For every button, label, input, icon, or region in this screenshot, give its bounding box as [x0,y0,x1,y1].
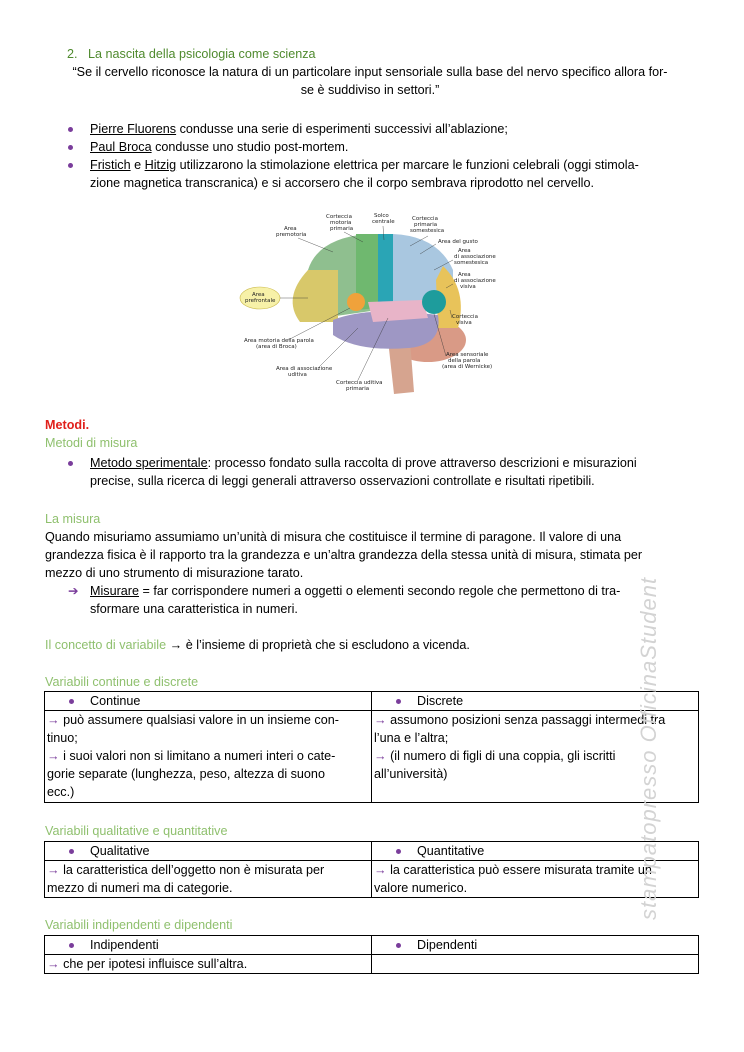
person-name: Pierre Fluorens [90,122,177,136]
table-header-row [45,936,699,955]
label-corteccia-visiva: Corteccia visiva [452,314,478,326]
bullet-text: e [130,158,145,172]
label-area-assoc-visiva: Area di associazione visiva [454,272,496,290]
table-title: Variabili indipendenti e dipendenti [45,918,233,932]
table-cell: → assumono posizioni senza passaggi intermedi tra l’una e l’altra; → (il numero di figli di una coppia, gli iscritti all’università) [372,711,699,803]
table-title: Variabili qualitative e quantitative [45,824,228,838]
label-corteccia-motoria: Corteccia motoria primaria [326,214,354,232]
bullet-text-cont: zione magnetica transcranica) e si accorsero che il corpo sembrava riprodotto nel cervello. [90,176,594,190]
misura-line3: mezzo di uno strumento di misurazione tarato. [45,566,304,580]
misurare-line2: sformare una caratteristica in numeri. [90,602,298,616]
label-area-wernicke: Area sensoriale della parola (area di Wernicke) [442,352,493,370]
prefrontal-shape [293,270,338,322]
term: Misurare [90,584,139,598]
quote-line-2: se è suddiviso in settori.” [300,83,440,97]
term: Il concetto di variabile [45,638,167,652]
label-solco-centrale: Solco centrale [372,213,395,225]
table-title: Variabili continue e discrete [45,675,199,689]
table-cell [372,955,699,974]
metodi-heading: Metodi. [45,418,90,432]
arrow-icon: ➔ [68,584,79,598]
table-header-cell: Quantitative [372,842,699,861]
bullet-icon [69,943,74,948]
table-cell: → la caratteristica dell’oggetto non è misurata per mezzo di numeri ma di categorie. [45,861,372,898]
metodo-sperimentale-line2: precise, sulla ricerca di leggi generali attraverso osservazioni controllate e risultati ripetibili. [90,474,595,488]
table-header-cell: Discrete [372,692,699,711]
section-heading [67,45,316,63]
bullet-icon [68,461,73,466]
brain-figure [238,210,498,400]
bullet-item-fluorens [90,120,508,138]
label-area-gusto: Area del gusto [438,239,478,245]
table-header-row [45,842,699,861]
quote-line-1: “Se il cervello riconosce la natura di un particolare input sensoriale sulla base del nervo specifico allora for- [72,65,668,79]
bullet-icon [69,699,74,704]
bullet-icon [68,145,73,150]
label-area-assoc-uditiva: Area di associazione uditiva [276,366,333,378]
watermark: stampatopresso OfficinaStudent [636,576,661,920]
metodi-subheading: Metodi di misura [45,436,138,450]
bullet-text: condusse una serie di esperimenti successivi all’ablazione; [176,122,508,136]
table-header-cell: Dipendenti [372,936,699,955]
bullet-item-fristich [90,156,639,174]
wernicke-area-shape [422,290,446,314]
section-number: 2. [67,47,78,61]
bullet-icon [68,127,73,132]
bullet-icon [396,699,401,704]
label-area-broca: Area motoria della parola (area di Broca) [244,338,314,350]
central-sulcus-shape [378,234,393,308]
bullet-item-broca [90,138,348,156]
bullet-text: condusse uno studio post-mortem. [151,140,349,154]
label-area-prefrontale: Area prefrontale [245,292,276,304]
definition: → è l’insieme di proprietà che si escludono a vicenda. [166,638,470,652]
table-cell: → la caratteristica può essere misurata tramite un valore numerico. [372,861,699,898]
definition: : processo fondato sulla raccolta di prove attraverso descrizioni e misurazioni [207,456,637,470]
misura-heading: La misura [45,512,101,526]
table-header-cell: Indipendenti [45,936,372,955]
label-corteccia-somestesica: Corteccia primaria somestesica [410,216,445,234]
label-area-premotoria: Area premotoria [276,226,307,238]
bullet-icon [69,849,74,854]
table-header-row [45,692,699,711]
definition: = far corrispondere numeri a oggetti o elementi secondo regole che permettono di tra- [139,584,621,598]
section-title: La nascita della psicologia come scienza [88,47,316,61]
variabile-definition [45,636,470,654]
misura-line2: grandezza fisica è il rapporto tra la grandezza e un’altra grandezza della stessa unità di misura, stimata per [45,548,643,562]
term: Metodo sperimentale [90,456,208,470]
person-name: Fristich [90,158,131,172]
person-name: Paul Broca [90,140,152,154]
table-cell: → può assumere qualsiasi valore in un insieme con- tinuo; → i suoi valori non si limitano a numeri interi o cate- gorie separate (lunghezza, peso, altezza di suono ecc.) [45,711,372,803]
bullet-icon [396,849,401,854]
table-header-cell: Continue [45,692,372,711]
table-row [45,711,699,803]
person-name: Hitzig [144,158,177,172]
table-indipendenti-dipendenti [44,935,699,974]
table-continue-discrete [44,691,699,803]
label-area-assoc-somestesica: Area di associazione somestesica [454,248,496,266]
bullet-icon [396,943,401,948]
bullet-icon [68,163,73,168]
metodo-sperimentale-line1 [90,454,637,472]
table-row [45,955,699,974]
misura-line1: Quando misuriamo assumiamo un’unità di misura che costituisce il termine di paragone. Il valore di una [45,530,622,544]
table-qualitative-quantitative [44,841,699,898]
table-row [45,861,699,898]
bullet-text: utilizzarono la stimolazione elettrica per marcare le funzioni celebrali (oggi stimola- [176,158,639,172]
label-corteccia-uditiva: Corteccia uditiva primaria [336,380,383,392]
table-header-cell: Qualitative [45,842,372,861]
table-cell: → che per ipotesi influisce sull’altra. [45,955,372,974]
misurare-line1 [90,582,620,600]
